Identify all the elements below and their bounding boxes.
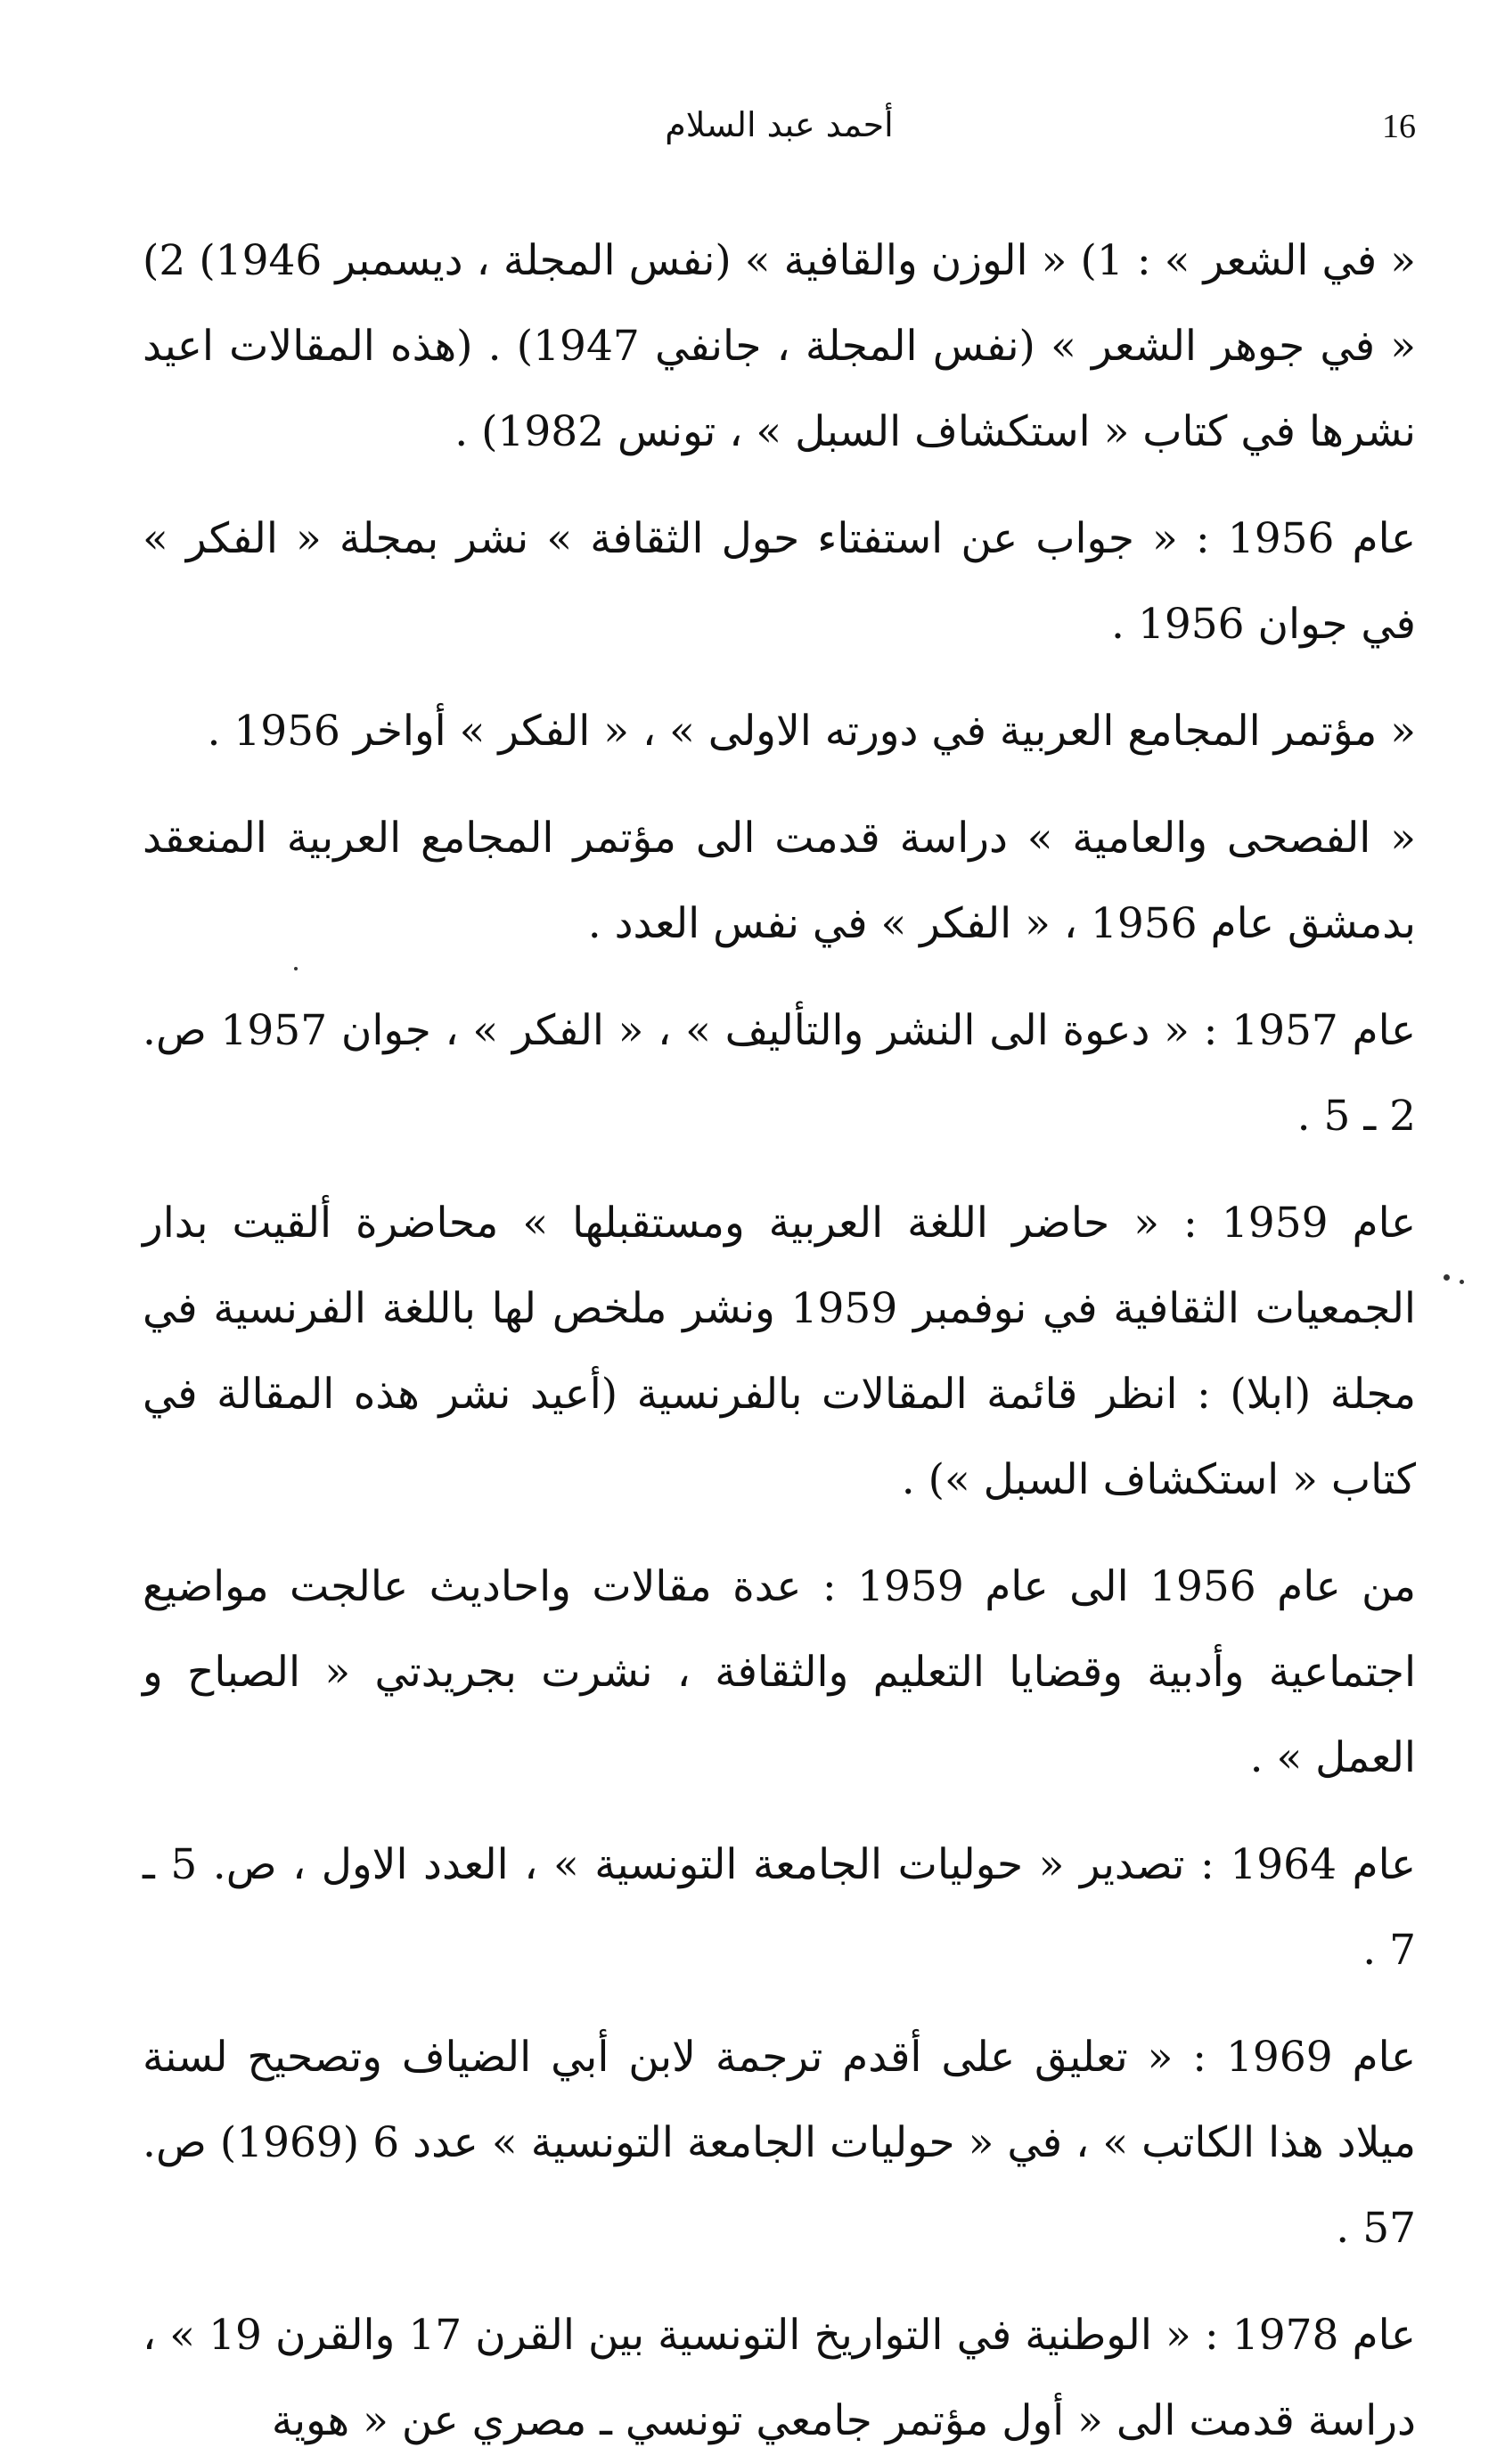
bibliography-list bbox=[143, 218, 1416, 2464]
bibliography-entry: « مؤتمر المجامع العربية في دورته الاولى » ، « الفكر » أواخر 1956 . bbox=[207, 707, 1416, 756]
bibliography-entry: عام 1956 : « جواب عن استفتاء حول الثقافة » نشر بمجلة « الفكر » في جوان 1956 . bbox=[143, 514, 1416, 649]
scan-speck bbox=[294, 967, 298, 970]
bibliography-entry: « الفصحى والعامية » دراسة قدمت الى مؤتمر المجامع العربية المنعقد بدمشق عام 1956 ، « الفكر » في نفس العدد . bbox=[143, 814, 1416, 948]
bibliography-entry: عام 1957 : « دعوة الى النشر والتأليف » ، « الفكر » ، جوان 1957 ص. 2 ـ 5 . bbox=[143, 1006, 1416, 1141]
page-number: 16 bbox=[1382, 108, 1416, 145]
bibliography-entry: عام 1978 : « الوطنية في التواريخ التونسية بين القرن 17 والقرن 19 » ، دراسة قدمت الى « أول مؤتمر جامعي تونسي ـ مصري عن « هوية bbox=[143, 2311, 1416, 2445]
bibliography-entry: من عام 1956 الى عام 1959 : عدة مقالات واحاديث عالجت مواضيع اجتماعية وأدبية وقضايا التعليم والثقافة ، نشرت بجريدتي « الصباح و العمل » . bbox=[143, 1562, 1416, 1782]
bibliography-entry: عام 1959 : « حاضر اللغة العربية ومستقبلها » محاضرة ألقيت بدار الجمعيات الثقافية في نوفمبر 1959 ونشر ملخص لها باللغة الفرنسية في مجلة (ابلا) : انظر قائمة المقالات بالفرنسية (أعيد نشر هذه المقالة في كتاب « استكشاف السبل ») . bbox=[143, 1199, 1417, 1504]
bibliography-entry: عام 1964 : تصدير « حوليات الجامعة التونسية » ، العدد الاول ، ص. 5 ـ 7 . bbox=[143, 1840, 1416, 1975]
running-head: أحمد عبد السلام bbox=[665, 105, 894, 144]
bibliography-entry: عام 1969 : « تعليق على أقدم ترجمة لابن أبي الضياف وتصحيح لسنة ميلاد هذا الكاتب » ، في « حوليات الجامعة التونسية » عدد 6 (1969) ص. 57 . bbox=[143, 2033, 1417, 2253]
page-header bbox=[143, 98, 1416, 169]
scan-speck bbox=[1460, 1280, 1464, 1284]
bibliography-entry: « في الشعر » : 1) « الوزن والقافية » (نفس المجلة ، ديسمبر 1946) 2) « في جوهر الشعر » (نفس المجلة ، جانفي 1947) . (هذه المقالات اعيد نشرها في كتاب « استكشاف السبل » ، تونس 1982) . bbox=[143, 236, 1417, 456]
scan-speck bbox=[1444, 1274, 1450, 1281]
